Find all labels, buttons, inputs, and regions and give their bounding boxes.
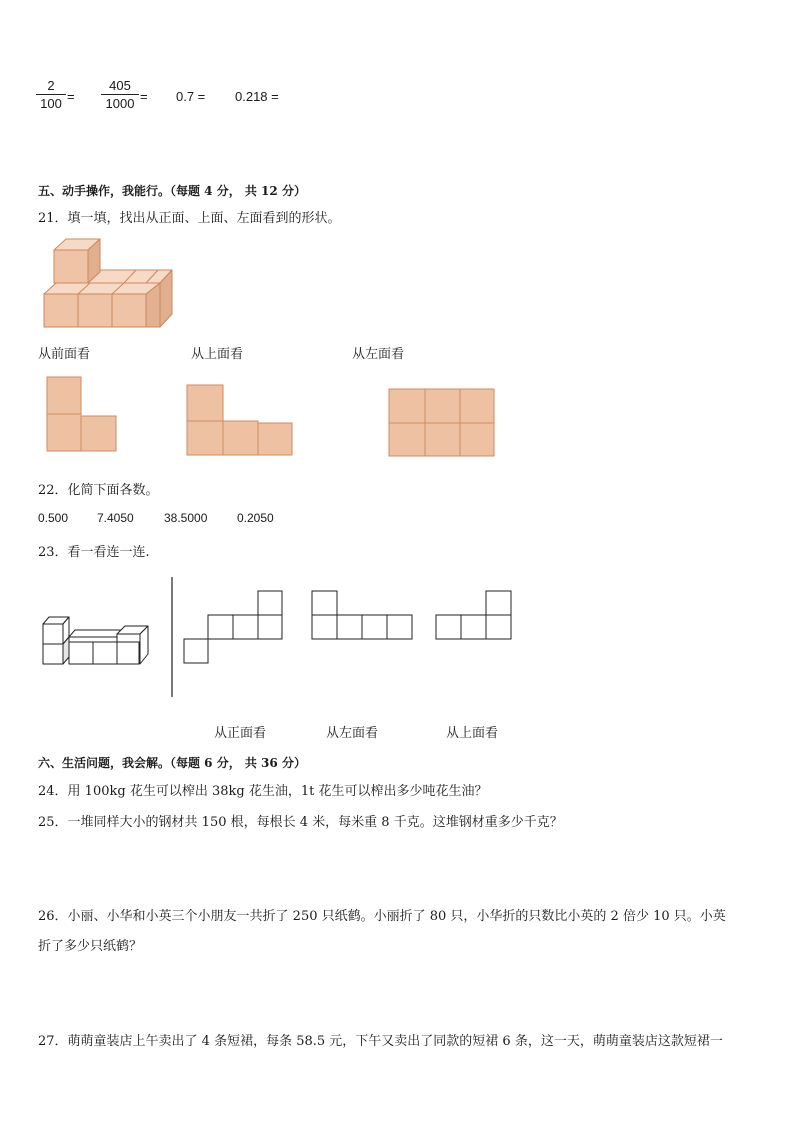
cube-front — [112, 294, 146, 327]
equals-sign: = — [140, 89, 148, 104]
section5-title: 五、动手操作，我能行。（每题 4 分， 共 12 分） — [38, 184, 306, 198]
fraction-405-1000 — [101, 78, 139, 111]
cube-front — [54, 250, 88, 283]
q21-cube-figure — [40, 236, 180, 336]
question-27: 27．萌萌童装店上午卖出了 4 条短裙，每条 58.5 元，下午又卖出了同款的短裙 6 条，这一天，萌萌童装店这款短裙一 — [38, 1034, 723, 1049]
option-shape-a — [183, 590, 285, 668]
cube-front — [44, 294, 78, 327]
q23-cube-figure — [40, 612, 160, 672]
numerator: 405 — [109, 78, 131, 93]
cube-top — [44, 283, 160, 294]
question-26-line1: 26．小丽、小华和小英三个小朋友一共折了 250 只纸鹤。小丽折了 80 只，小华折的只数比小英的 2 倍少 10 只。小英 — [38, 909, 726, 924]
question-25: 25．一堆同样大小的钢材共 150 根，每根长 4 米，每米重 8 千克。这堆钢材重多少千克？ — [38, 815, 563, 830]
front-view-shape — [46, 376, 118, 454]
question-26-line2: 折了多少只纸鹤？ — [38, 939, 143, 954]
question-22: 22．化简下面各数。 — [38, 483, 159, 498]
view-label-front: 从前面看 — [38, 347, 91, 362]
divider-line — [170, 576, 174, 698]
question-24: 24．用 100kg 花生可以榨出 38kg 花生油，1t 花生可以榨出多少吨花生油？ — [38, 784, 488, 799]
question-21: 21．填一填，找出从正面、上面、左面看到的形状。 — [38, 211, 341, 226]
decimal-0-218: 0.218 = — [235, 89, 279, 104]
q22-number: 0.500 — [38, 511, 69, 525]
option-shape-b — [311, 590, 415, 644]
option-shape-c — [435, 590, 515, 644]
top-view-shape — [186, 384, 296, 458]
cube-front — [78, 294, 112, 327]
q23-label-front: 从正面看 — [214, 726, 267, 741]
q22-number: 0.2050 — [237, 511, 274, 525]
denominator: 100 — [40, 96, 62, 111]
equals-sign: = — [67, 89, 75, 104]
view-label-top: 从上面看 — [191, 347, 244, 362]
view-label-left: 从左面看 — [352, 347, 405, 362]
decimal-0-7: 0.7 = — [176, 89, 206, 104]
section6-title: 六、生活问题，我会解。（每题 6 分， 共 36 分） — [38, 756, 306, 770]
q23-label-left: 从左面看 — [326, 726, 379, 741]
denominator: 1000 — [105, 96, 135, 111]
question-23: 23．看一看连一连. — [38, 545, 150, 560]
fraction-bar — [36, 94, 66, 95]
fraction-2-100 — [36, 78, 66, 111]
q23-label-top: 从上面看 — [446, 726, 499, 741]
q22-number: 7.4050 — [97, 511, 134, 525]
left-view-shape — [388, 388, 498, 458]
q22-number: 38.5000 — [164, 511, 208, 525]
fraction-bar — [101, 94, 139, 95]
numerator: 2 — [47, 78, 55, 93]
